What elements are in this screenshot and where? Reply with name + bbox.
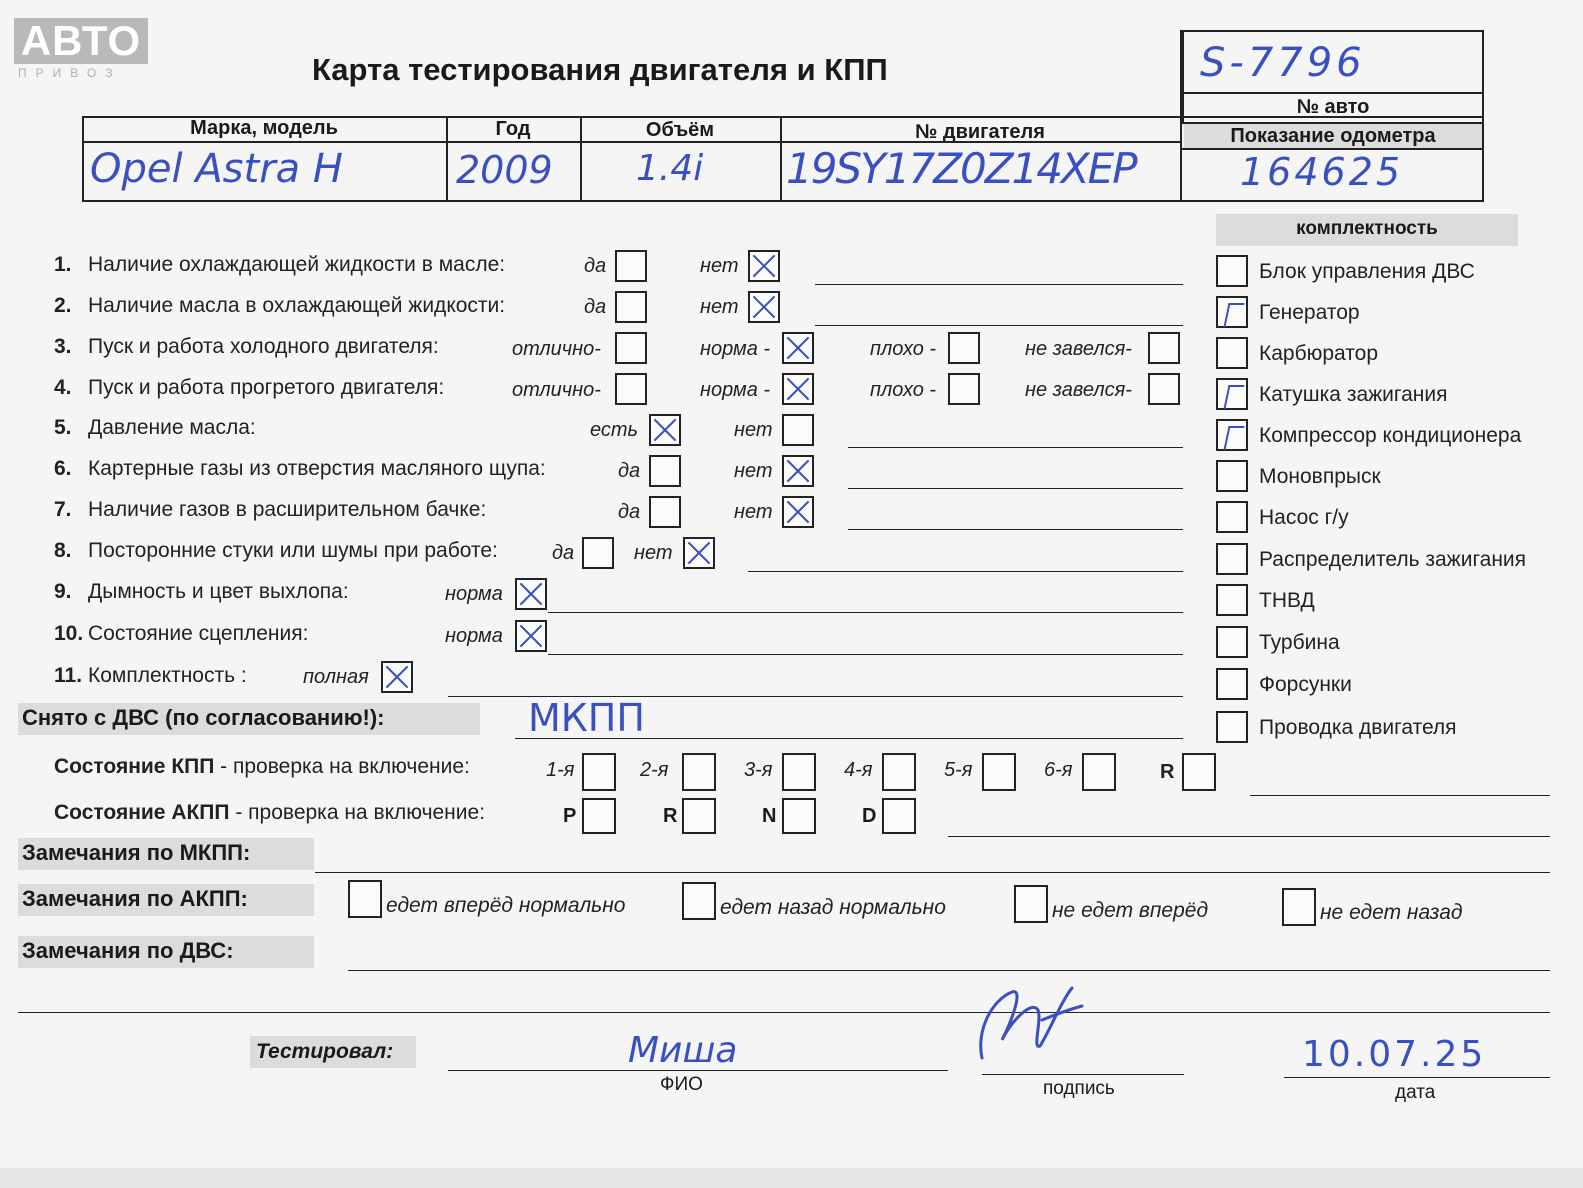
- q9-number: 9.: [54, 580, 72, 603]
- value-engine-number: 19SY17Z0Z14XEP: [786, 144, 1136, 193]
- q8-opt-no: нет: [634, 542, 673, 564]
- q8-text: Посторонние стуки или шумы при работе:: [88, 539, 498, 562]
- akpp-no-forward-label: не едет вперёд: [1052, 899, 1209, 922]
- q11-text: Комплектность :: [88, 664, 247, 687]
- value-make-model: Opel Astra H: [90, 146, 343, 192]
- akpp-gear-r-label: R: [663, 805, 678, 827]
- q6-opt-no: нет: [734, 460, 773, 482]
- q7-number: 7.: [54, 498, 72, 521]
- remarks-mkpp-label: Замечания по МКПП:: [22, 840, 251, 865]
- car-id-label: № авто: [1296, 96, 1370, 118]
- akpp-gear-r-checkbox[interactable]: [682, 798, 716, 834]
- q5-text: Давление масла:: [88, 416, 256, 439]
- name-caption: ФИО: [660, 1074, 703, 1095]
- kpp-label-rest: - проверка на включение:: [214, 755, 470, 778]
- date-line: [1284, 1077, 1550, 1078]
- kit-label-carburetor: Карбюратор: [1259, 342, 1379, 365]
- value-volume: 1.4i: [636, 148, 704, 189]
- page-title: Карта тестирования двигателя и КПП: [312, 52, 888, 87]
- check-mark: [1223, 426, 1244, 450]
- signature-caption: подпись: [1043, 1078, 1115, 1099]
- akpp-gear-d-label: D: [862, 805, 877, 827]
- kit-checkbox-ignition-coil[interactable]: [1216, 378, 1248, 410]
- kpp-gear-1-label: 1-я: [546, 759, 575, 781]
- remarks-dvs-line-2: [18, 1012, 1550, 1013]
- akpp-gear-p-checkbox[interactable]: [582, 798, 616, 834]
- q5-note-line: [848, 447, 1183, 448]
- q4-opt-normal: норма -: [700, 379, 771, 401]
- kpp-gear-5-checkbox[interactable]: [982, 753, 1016, 791]
- kit-label-ecu: Блок управления ДВС: [1259, 260, 1475, 283]
- akpp-no-reverse-label: не едет назад: [1320, 901, 1463, 924]
- kit-label-ac-compressor: Компрессор кондиционера: [1259, 424, 1522, 447]
- q2-note-line: [815, 325, 1183, 326]
- kpp-label: [54, 755, 470, 779]
- kit-checkbox-ac-compressor[interactable]: [1216, 419, 1248, 451]
- removed-value: МКПП: [528, 696, 645, 740]
- kit-label-wiring: Проводка двигателя: [1259, 716, 1457, 739]
- tester-name: Миша: [628, 1030, 738, 1071]
- kpp-gear-2-checkbox[interactable]: [682, 753, 716, 791]
- q3-number: 3.: [54, 335, 72, 358]
- q2-opt-no: нет: [700, 296, 739, 318]
- kit-label-injectors: Форсунки: [1259, 673, 1352, 696]
- q4-number: 4.: [54, 376, 72, 399]
- kpp-gear-r-checkbox[interactable]: [1182, 753, 1216, 791]
- q11-number: 11.: [54, 664, 83, 687]
- q6-note-line: [848, 488, 1183, 489]
- q2-number: 2.: [54, 294, 72, 317]
- kit-checkbox-mono-injection[interactable]: [1216, 460, 1248, 492]
- akpp-gear-n-label: N: [762, 805, 777, 827]
- remarks-dvs-label: Замечания по ДВС:: [22, 938, 234, 963]
- q1-opt-no: нет: [700, 255, 739, 277]
- q9-note-line: [548, 612, 1183, 613]
- kit-checkbox-wiring[interactable]: [1216, 711, 1248, 743]
- q7-note-line: [848, 529, 1183, 530]
- q9-opt-normal: норма: [445, 583, 503, 605]
- signature-drawing: [972, 980, 1092, 1070]
- q6-text: Картерные газы из отверстия масляного щупа:: [88, 457, 546, 480]
- q10-opt-normal: норма: [445, 625, 503, 647]
- kit-checkbox-distributor[interactable]: [1216, 543, 1248, 575]
- remarks-mkpp-line: [315, 872, 1550, 873]
- q1-number: 1.: [54, 253, 72, 276]
- q10-checkbox-normal[interactable]: [515, 620, 547, 652]
- q10-number: 10.: [54, 622, 84, 645]
- kit-checkbox-injectors[interactable]: [1216, 668, 1248, 700]
- value-year: 2009: [456, 148, 553, 192]
- header-odometer: Показание одометра: [1230, 125, 1436, 147]
- check-mark: [1223, 385, 1244, 409]
- kit-checkbox-turbo[interactable]: [1216, 626, 1248, 658]
- remarks-dvs-line: [348, 970, 1550, 971]
- col-sep: [1180, 30, 1182, 202]
- kpp-label-bold: Состояние КПП: [54, 755, 215, 778]
- q8-note-line: [748, 571, 1183, 572]
- value-odometer: 164625: [1240, 150, 1404, 194]
- q4-checkbox-bad[interactable]: [948, 373, 980, 405]
- akpp-reverse-ok-checkbox[interactable]: [682, 882, 716, 920]
- q2-checkbox-no[interactable]: [748, 291, 780, 323]
- kit-checkbox-carburetor[interactable]: [1216, 337, 1248, 369]
- q1-text: Наличие охлаждающей жидкости в масле:: [88, 253, 506, 276]
- kpp-gear-3-label: 3-я: [744, 759, 773, 781]
- kpp-gear-6-checkbox[interactable]: [1082, 753, 1116, 791]
- q8-checkbox-no[interactable]: [683, 537, 715, 569]
- kpp-note-line: [1250, 795, 1550, 796]
- q4-opt-no-start: не завелся-: [1025, 379, 1132, 401]
- header-volume: Объём: [645, 119, 715, 141]
- name-line: [448, 1070, 948, 1071]
- removed-line: [515, 738, 1183, 739]
- q5-opt-present: есть: [590, 419, 639, 441]
- q1-checkbox-yes[interactable]: [615, 250, 647, 282]
- akpp-label-bold: Состояние АКПП: [54, 801, 230, 824]
- kit-label-ignition-coil: Катушка зажигания: [1259, 383, 1448, 406]
- kit-checkbox-ps-pump[interactable]: [1216, 501, 1248, 533]
- q5-checkbox-absent[interactable]: [782, 414, 814, 446]
- akpp-forward-ok-checkbox[interactable]: [348, 880, 382, 918]
- kit-checkbox-injection-pump[interactable]: [1216, 584, 1248, 616]
- q3-checkbox-no-start[interactable]: [1148, 332, 1180, 364]
- akpp-gear-d-checkbox[interactable]: [882, 798, 916, 834]
- q3-checkbox-bad[interactable]: [948, 332, 980, 364]
- q2-checkbox-yes[interactable]: [615, 291, 647, 323]
- q5-checkbox-present[interactable]: [649, 414, 681, 446]
- q2-text: Наличие масла в охлаждающей жидкости:: [88, 294, 506, 317]
- q6-number: 6.: [54, 457, 72, 480]
- signature-line: [982, 1074, 1184, 1075]
- q5-number: 5.: [54, 416, 72, 439]
- q3-opt-normal: норма -: [700, 338, 771, 360]
- kit-label-generator: Генератор: [1259, 301, 1360, 324]
- q7-opt-yes: да: [618, 501, 641, 523]
- q8-checkbox-yes[interactable]: [582, 537, 614, 569]
- kit-label-injection-pump: ТНВД: [1259, 589, 1315, 612]
- akpp-gear-n-checkbox[interactable]: [782, 798, 816, 834]
- logo-subtitle: ПРИВОЗ: [18, 66, 122, 80]
- car-id-value: S-7796: [1200, 40, 1366, 86]
- akpp-label-rest: - проверка на включение:: [229, 801, 486, 824]
- q4-opt-excellent: отлично-: [512, 379, 601, 401]
- q11-checkbox-full[interactable]: [381, 661, 413, 693]
- q3-opt-bad: плохо -: [870, 338, 937, 360]
- test-date: 10.07.25: [1302, 1034, 1487, 1075]
- bottom-edge: [0, 1168, 1583, 1188]
- header-engine-number: № двигателя: [915, 121, 1045, 143]
- q4-checkbox-no-start[interactable]: [1148, 373, 1180, 405]
- q7-checkbox-yes[interactable]: [649, 496, 681, 528]
- q6-checkbox-no[interactable]: [782, 455, 814, 487]
- q6-opt-yes: да: [618, 460, 641, 482]
- kit-label-ps-pump: Насос г/у: [1259, 506, 1349, 529]
- logo: АВТО: [14, 18, 148, 64]
- kit-label-distributor: Распределитель зажигания: [1259, 548, 1527, 571]
- q1-note-line: [815, 284, 1183, 285]
- kit-label-turbo: Турбина: [1259, 631, 1340, 654]
- header-make-model: Марка, модель: [190, 117, 338, 139]
- akpp-note-line: [948, 836, 1550, 837]
- kpp-gear-2-label: 2-я: [640, 759, 669, 781]
- q10-text: Состояние сцепления:: [88, 622, 309, 645]
- q9-text: Дымность и цвет выхлопа:: [88, 580, 349, 603]
- q8-opt-yes: да: [552, 542, 575, 564]
- q2-opt-yes: да: [584, 296, 607, 318]
- q3-checkbox-normal[interactable]: [782, 332, 814, 364]
- q4-text: Пуск и работа прогретого двигателя:: [88, 376, 445, 399]
- kpp-gear-1-checkbox[interactable]: [582, 753, 616, 791]
- remarks-akpp-label: Замечания по АКПП:: [22, 886, 248, 911]
- date-caption: дата: [1395, 1082, 1436, 1103]
- q11-opt-full: полная: [303, 666, 369, 688]
- q5-opt-absent: нет: [734, 419, 773, 441]
- kpp-gear-4-checkbox[interactable]: [882, 753, 916, 791]
- kpp-gear-4-label: 4-я: [844, 759, 873, 781]
- kpp-gear-r-label: R: [1160, 761, 1175, 783]
- q7-checkbox-no[interactable]: [782, 496, 814, 528]
- kit-checkbox-generator[interactable]: [1216, 296, 1248, 328]
- q3-text: Пуск и работа холодного двигателя:: [88, 335, 439, 358]
- q3-checkbox-excellent[interactable]: [615, 332, 647, 364]
- akpp-forward-ok-label: едет вперёд нормально: [386, 894, 626, 917]
- check-mark: [1223, 303, 1244, 327]
- akpp-no-forward-checkbox[interactable]: [1014, 885, 1048, 923]
- akpp-no-reverse-checkbox[interactable]: [1282, 888, 1316, 926]
- akpp-label: [54, 801, 485, 825]
- q4-checkbox-excellent[interactable]: [615, 373, 647, 405]
- q1-opt-yes: да: [584, 255, 607, 277]
- q9-checkbox-normal[interactable]: [515, 578, 547, 610]
- akpp-reverse-ok-label: едет назад нормально: [720, 896, 946, 919]
- car-id-divider: [1182, 92, 1484, 94]
- removed-label: Снято с ДВС (по согласованию!):: [22, 705, 385, 730]
- kpp-gear-6-label: 6-я: [1044, 759, 1073, 781]
- kit-title: комплектность: [1296, 218, 1438, 239]
- kpp-gear-3-checkbox[interactable]: [782, 753, 816, 791]
- q1-checkbox-no[interactable]: [748, 250, 780, 282]
- q6-checkbox-yes[interactable]: [649, 455, 681, 487]
- q4-checkbox-normal[interactable]: [782, 373, 814, 405]
- q4-opt-bad: плохо -: [870, 379, 937, 401]
- q7-text: Наличие газов в расширительном бачке:: [88, 498, 487, 521]
- kpp-gear-5-label: 5-я: [944, 759, 973, 781]
- q3-opt-no-start: не завелся-: [1025, 338, 1132, 360]
- q10-note-line: [548, 654, 1183, 655]
- tested-label: Тестировал:: [256, 1040, 394, 1063]
- q7-opt-no: нет: [734, 501, 773, 523]
- akpp-gear-p-label: P: [563, 805, 577, 827]
- kit-label-mono-injection: Моновпрыск: [1259, 465, 1381, 488]
- q3-opt-excellent: отлично-: [512, 338, 601, 360]
- q8-number: 8.: [54, 539, 72, 562]
- kit-checkbox-ecu[interactable]: [1216, 255, 1248, 287]
- header-year: Год: [495, 118, 531, 140]
